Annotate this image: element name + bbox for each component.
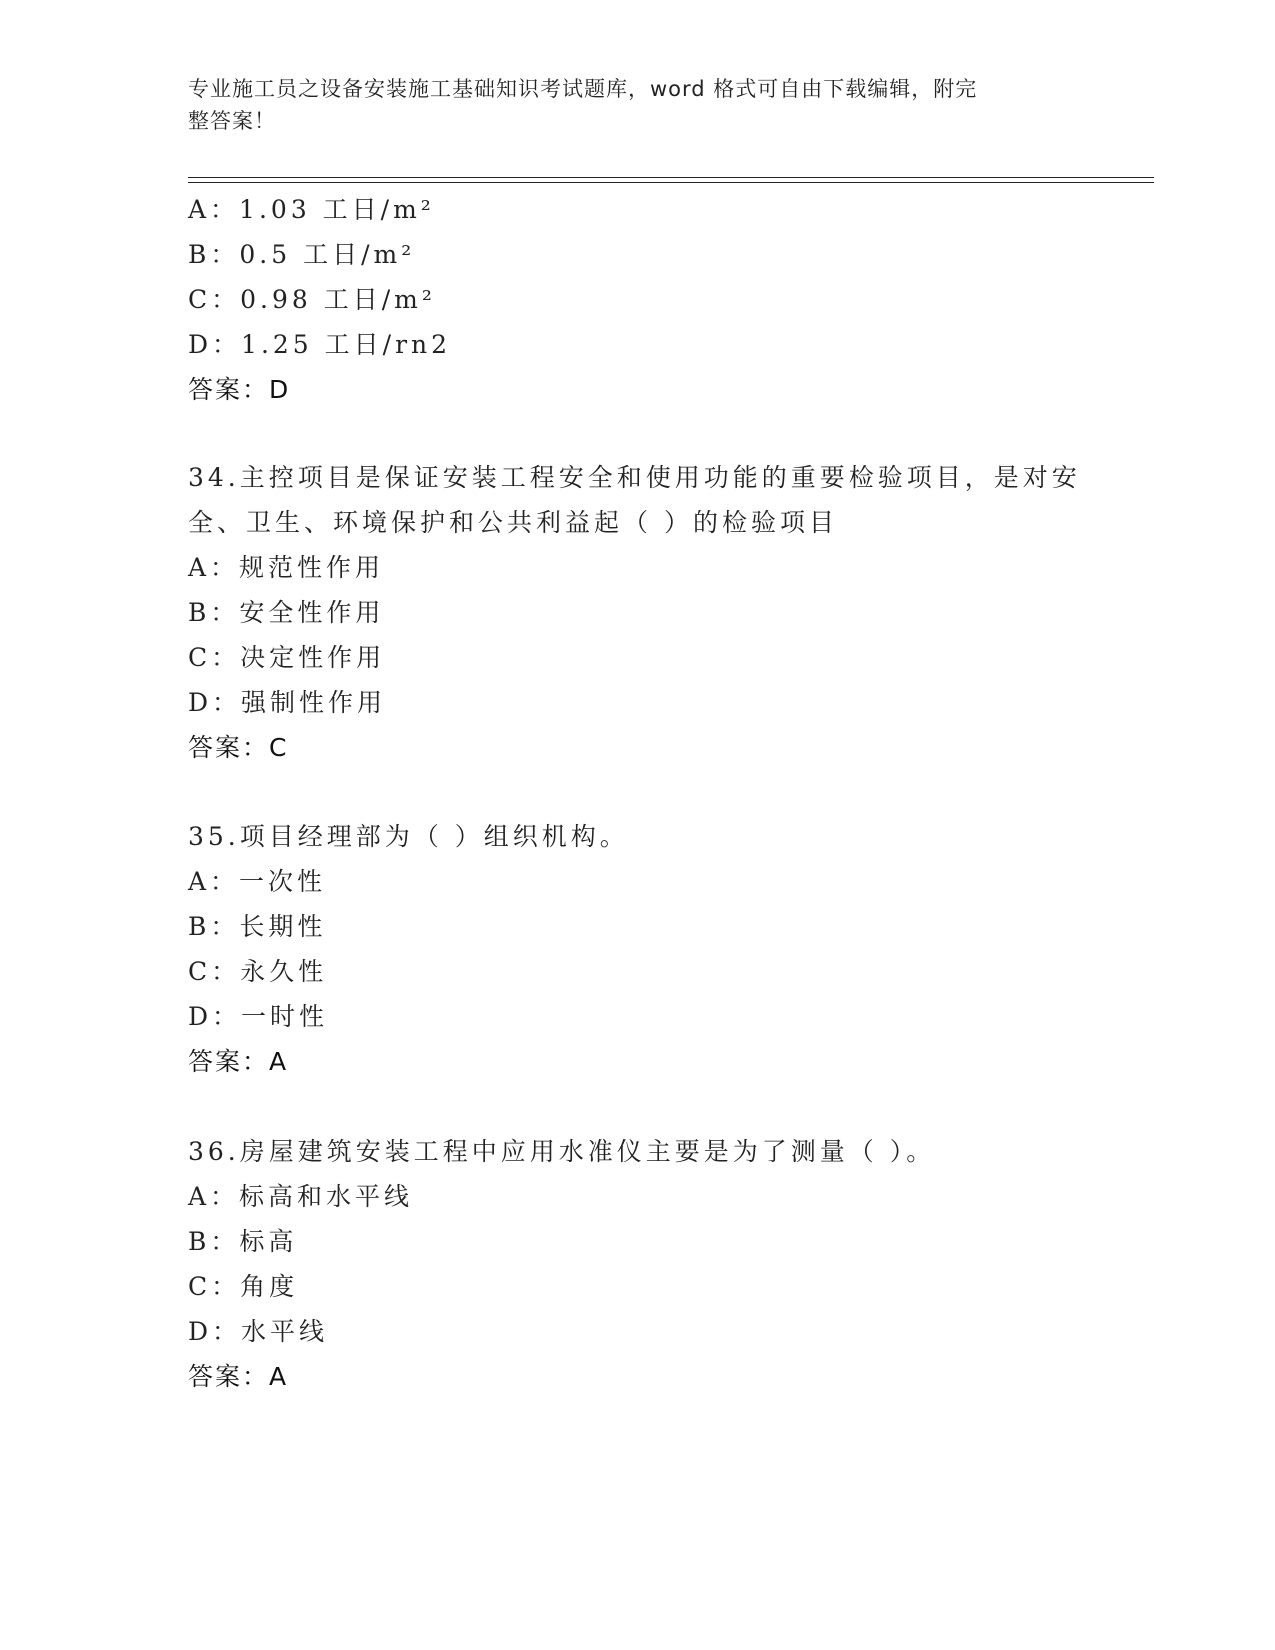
q34-option-d: D：强制性作用 xyxy=(188,688,387,717)
q33-option-d: D：1.25 工日/rn2 xyxy=(188,330,452,359)
q35-option-c: C：永久性 xyxy=(188,957,328,986)
q33-option-b: B：0.5 工日/m² xyxy=(188,240,416,269)
header-line-1: 专业施工员之设备安装施工基础知识考试题库，word 格式可自由下载编辑，附完 xyxy=(188,77,978,101)
header-rule-top xyxy=(188,177,1154,178)
q33-option-a: A：1.03 工日/m² xyxy=(188,195,435,224)
q36-option-b: B：标高 xyxy=(188,1227,298,1256)
q36-option-c: C：角度 xyxy=(188,1272,299,1301)
q35-option-b: B：长期性 xyxy=(188,912,327,941)
document-header xyxy=(188,73,1068,137)
q34-answer: 答案：C xyxy=(188,733,289,762)
q33-option-c: C：0.98 工日/m² xyxy=(188,285,436,314)
q36-option-d: D：水平线 xyxy=(188,1317,329,1346)
q35-option-a: A：一次性 xyxy=(188,867,327,896)
header-line-2: 整答案！ xyxy=(188,109,276,133)
q35-option-d: D：一时性 xyxy=(188,1002,329,1031)
q36-answer: 答案：A xyxy=(188,1362,289,1391)
q34-stem-line-2: 全、卫生、环境保护和公共利益起（ ）的检验项目 xyxy=(188,508,838,537)
q35-stem: 35.项目经理部为（ ）组织机构。 xyxy=(188,822,629,851)
q34-option-b: B：安全性作用 xyxy=(188,598,385,627)
q34-option-a: A：规范性作用 xyxy=(188,553,385,582)
q33-answer: 答案：D xyxy=(188,375,291,404)
q34-stem-line-1: 34.主控项目是保证安装工程安全和使用功能的重要检验项目，是对安 xyxy=(188,463,1081,492)
q36-option-a: A：标高和水平线 xyxy=(188,1182,414,1211)
q35-answer: 答案：A xyxy=(188,1047,289,1076)
q34-option-c: C：决定性作用 xyxy=(188,643,386,672)
q36-stem: 36.房屋建筑安装工程中应用水准仪主要是为了测量（ ）。 xyxy=(188,1137,936,1166)
header-rule-bottom xyxy=(188,182,1154,183)
